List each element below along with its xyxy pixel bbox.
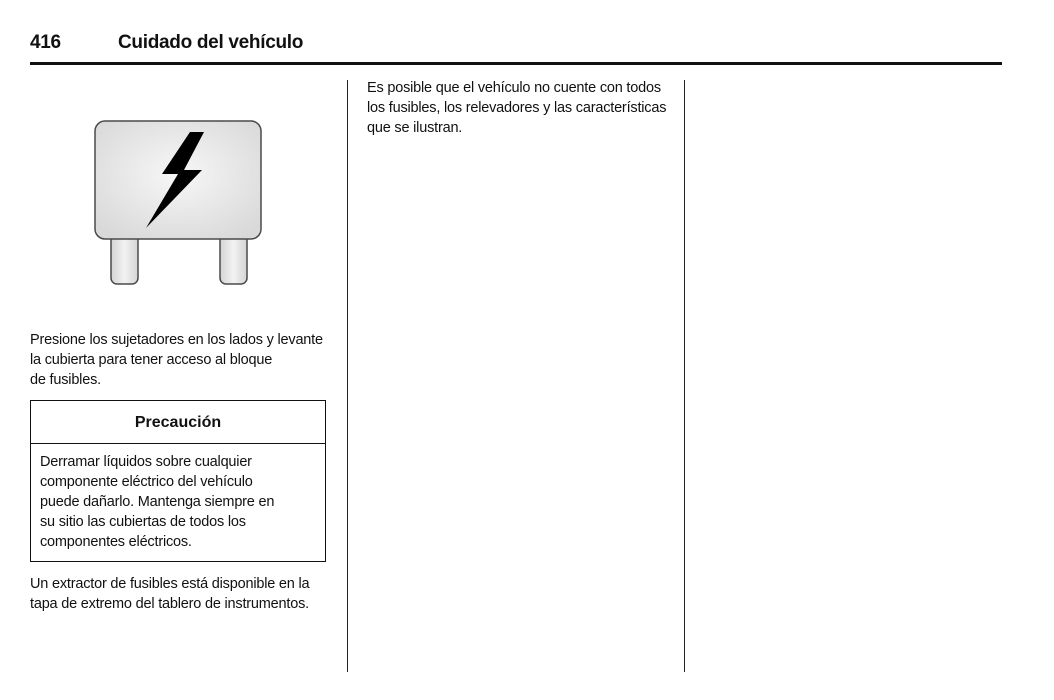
text-line: Presione los sujetadores en los lados y levante xyxy=(30,332,323,348)
caution-box xyxy=(30,400,326,562)
column-divider-right xyxy=(684,80,685,672)
caution-text xyxy=(31,444,325,552)
access-instructions xyxy=(30,330,335,390)
text-line: Derramar líquidos sobre cualquier xyxy=(40,454,252,470)
text-line: Es posible que el vehículo no cuente con todos xyxy=(367,80,661,96)
page-header xyxy=(30,28,1002,65)
fuse-puller-note xyxy=(30,574,335,614)
text-line: la cubierta para tener acceso al bloque xyxy=(30,352,273,368)
text-line: su sitio las cubiertas de todos los xyxy=(40,514,246,530)
text-line: de fusibles. xyxy=(30,372,101,388)
text-line: tapa de extremo del tablero de instrumentos. xyxy=(30,596,309,612)
text-line: componentes eléctricos. xyxy=(40,534,192,550)
text-line: puede dañarlo. Mantenga siempre en xyxy=(40,494,275,510)
caution-title: Precaución xyxy=(31,401,325,444)
text-line: que se ilustran. xyxy=(367,120,463,136)
text-line: componente eléctrico del vehículo xyxy=(40,474,253,490)
text-line: los fusibles, los relevadores y las características xyxy=(367,100,667,116)
text-line: Un extractor de fusibles está disponible en la xyxy=(30,576,310,592)
page-number: 416 xyxy=(30,32,61,53)
fuse-lightning-icon xyxy=(92,118,264,288)
column-divider-left xyxy=(347,80,348,672)
section-title: Cuidado del vehículo xyxy=(118,32,304,53)
availability-note xyxy=(367,78,672,138)
